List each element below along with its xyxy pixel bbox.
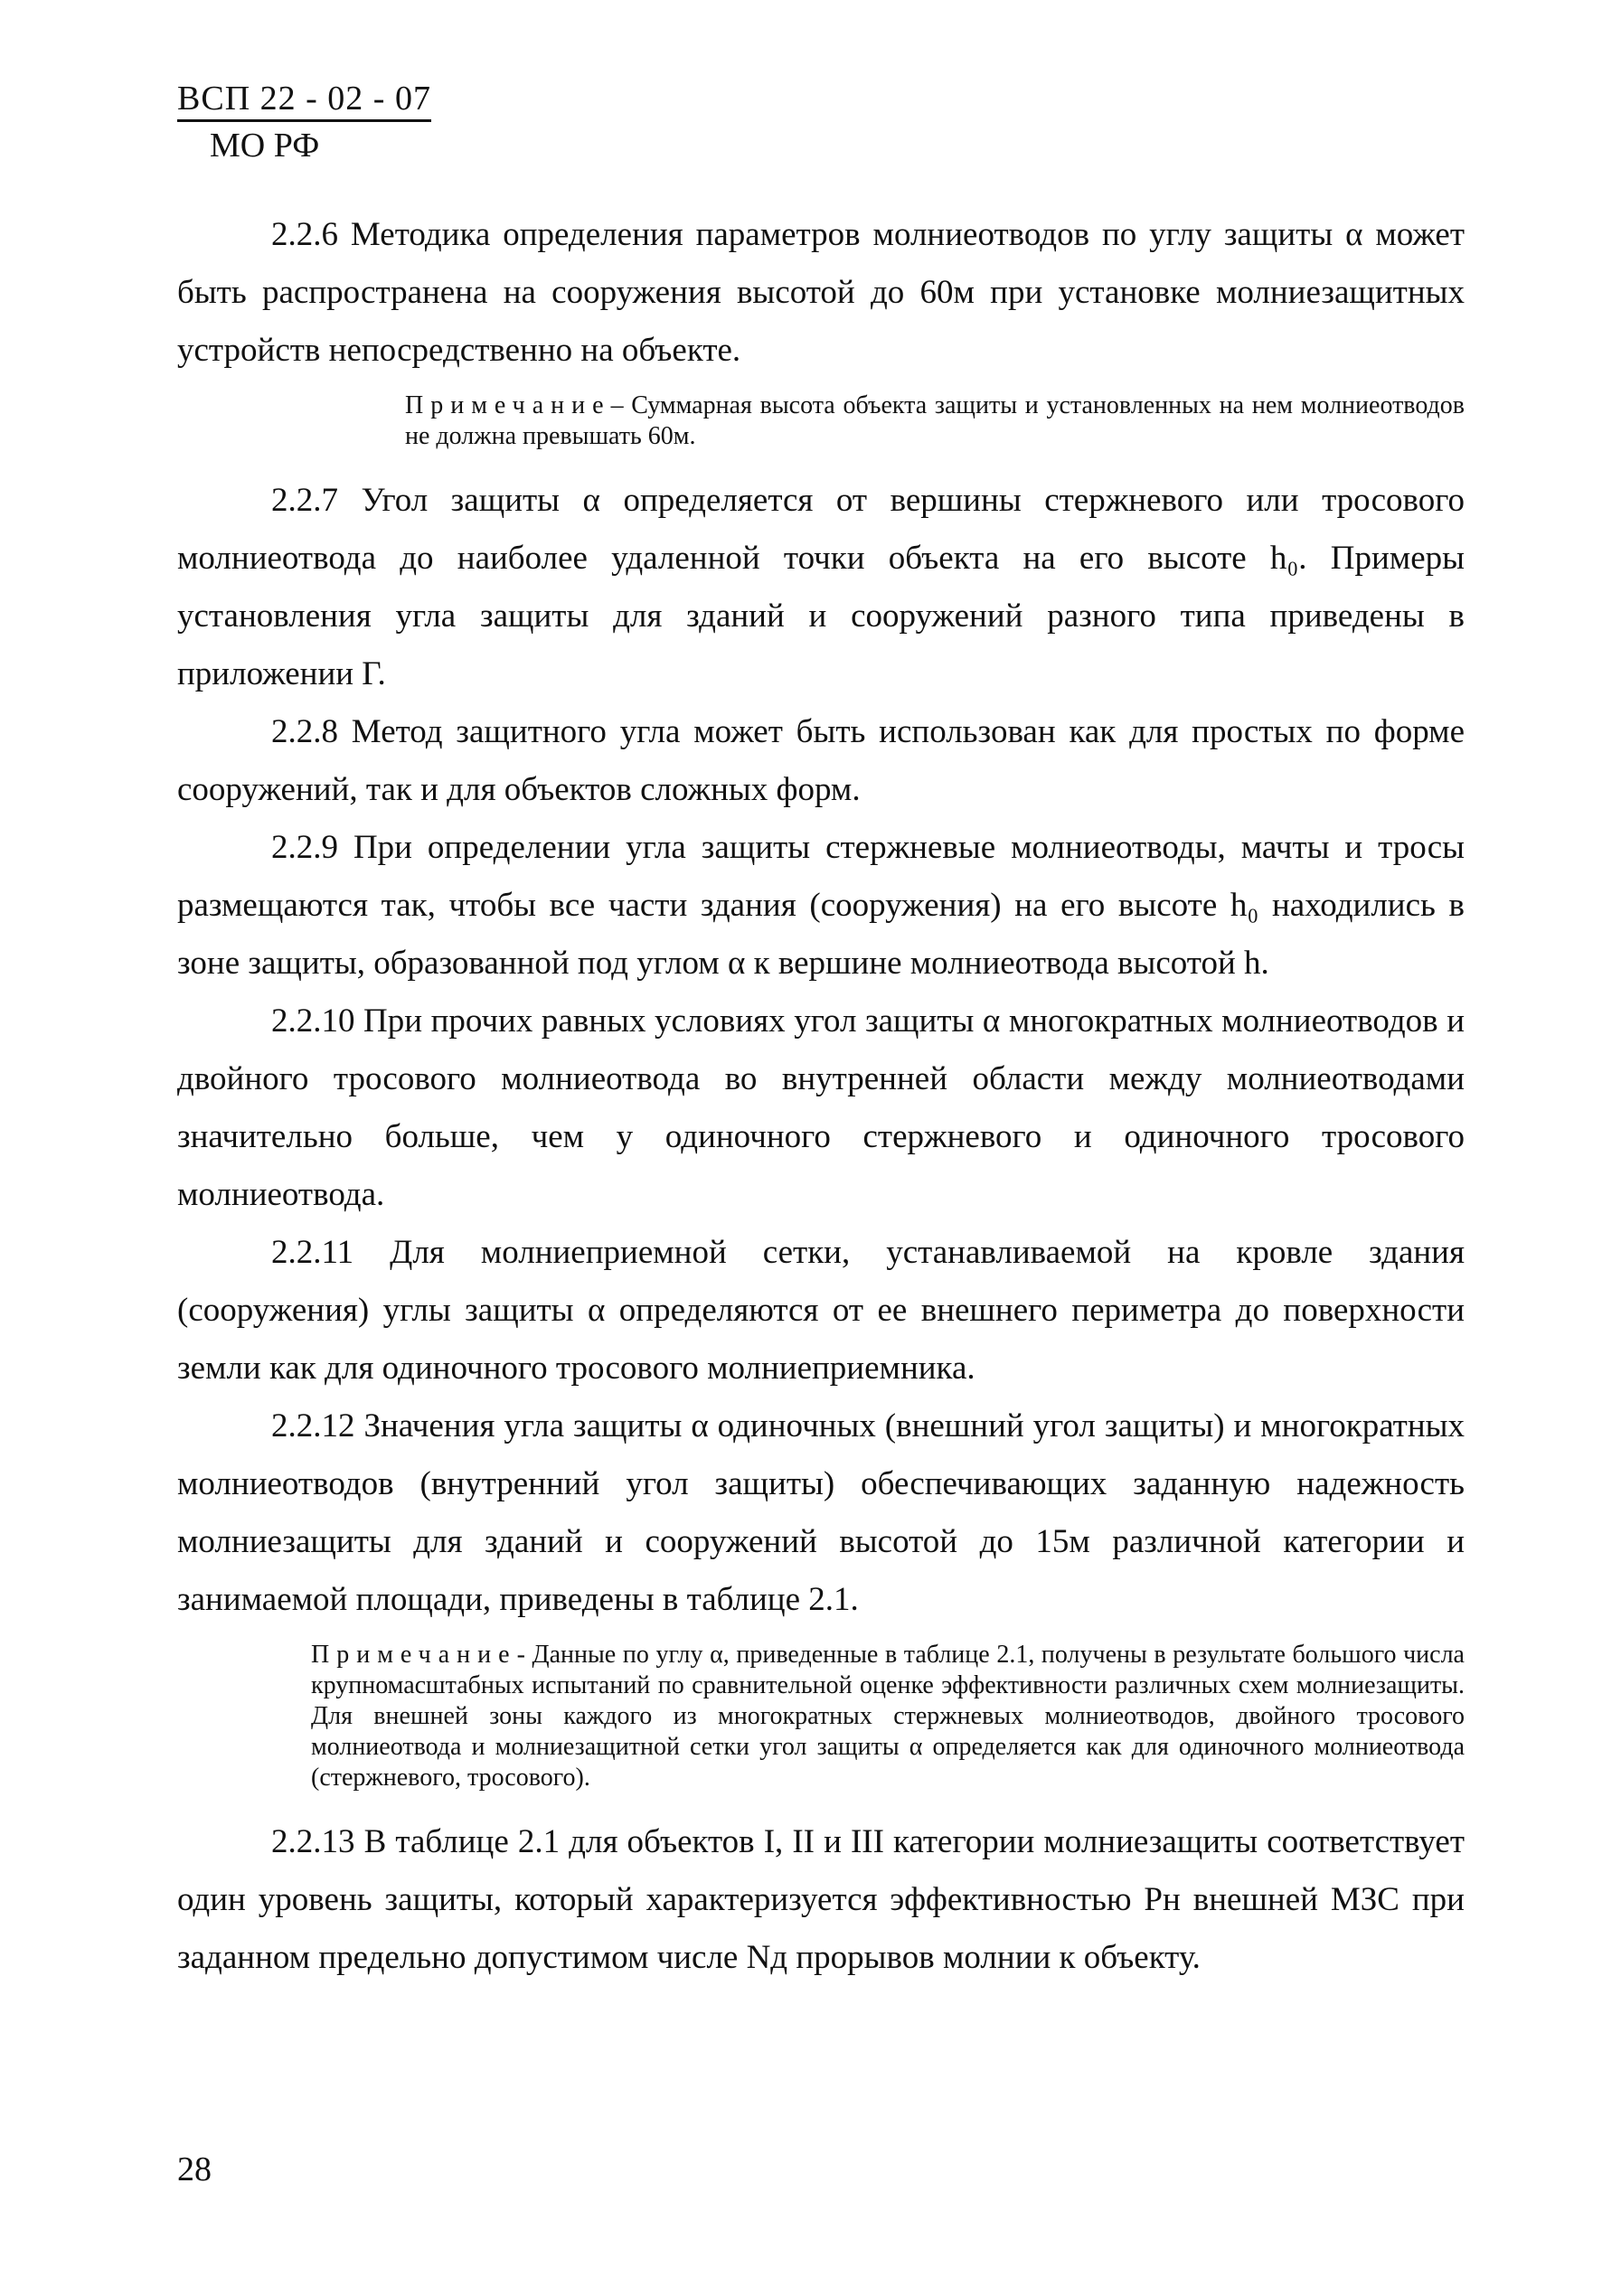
paragraph-2-2-9: 2.2.9 При определении угла защиты стержневые молниеотводы, мачты и тросы размещаются так, чтобы все части здания (сооружения) на его высоте h₀ находились в зоне защиты, образованной под углом α к вершине молниеотвода высотой h.: [177, 829, 1465, 982]
note-2: [177, 1640, 1465, 1793]
note-text: - Данные по углу α, приведенные в таблице 2.1, получены в результате большого числа крупномасштабных испытаний по сравнительной оценке эффективности различных схем молниезащиты. Для внешней зоны каждого из многократных стержневых молниеотводов, двойного тросового молниеотвода и молниезащитной сетки угол защиты α определяется как для одиночного молниеотвода (стержневого, тросового).: [311, 1641, 1465, 1792]
paragraph-2-2-13: 2.2.13 В таблице 2.1 для объектов I, II и III категории молниезащиты соответствует один уровень защиты, который характеризуется эффективностью Pн внешней МЗС при заданном предельно допустимом числе Nд прорывов молнии к объекту.: [177, 1823, 1465, 1976]
paragraph-2-2-7: 2.2.7 Угол защиты α определяется от вершины стержневого или тросового молниеотвода до наиболее удаленной точки объекта на его высоте h₀. Примеры установления угла защиты для зданий и сооружений разного типа приведены в приложении Г.: [177, 482, 1465, 692]
paragraph-2-2-6: 2.2.6 Методика определения параметров молниеотводов по углу защиты α может быть распространена на сооружения высотой до 60м при установке молниезащитных устройств непосредственно на объекте.: [177, 216, 1465, 369]
organization: МО РФ: [210, 127, 320, 165]
paragraph-2-2-11: 2.2.11 Для молниеприемной сетки, устанавливаемой на кровле здания (сооружения) углы защиты α определяются от ее внешнего периметра до поверхности земли как для одиночного тросового молниеприемника.: [177, 1234, 1465, 1387]
document-code: ВСП 22 - 02 - 07: [177, 80, 431, 122]
document-body: [177, 206, 1465, 1987]
paragraph-2-2-8: 2.2.8 Метод защитного угла может быть использован как для простых по форме сооружений, так и для объектов сложных форм.: [177, 713, 1465, 808]
paragraph-2-2-10: 2.2.10 При прочих равных условиях угол защиты α многократных молниеотводов и двойного тросового молниеотвода во внутренней области между молниеотводами значительно больше, чем у одиночного стержневого и одиночного тросового молниеотвода.: [177, 1002, 1465, 1213]
note-label: Примечание: [405, 391, 611, 419]
note-label: Примечание: [311, 1641, 517, 1669]
page-number: 28: [177, 2150, 212, 2188]
document-header: [177, 80, 466, 165]
paragraph-2-2-12: 2.2.12 Значения угла защиты α одиночных (внешний угол защиты) и многократных молниеотводов (внутренний угол защиты) обеспечивающих заданную надежность молниезащиты для зданий и сооружений высотой до 15м различной категории и занимаемой площади, приведены в таблице 2.1.: [177, 1407, 1465, 1618]
note-1: [177, 391, 1465, 452]
note-text: – Суммарная высота объекта защиты и установленных на нем молниеотводов не должна превышать 60м.: [405, 391, 1465, 450]
